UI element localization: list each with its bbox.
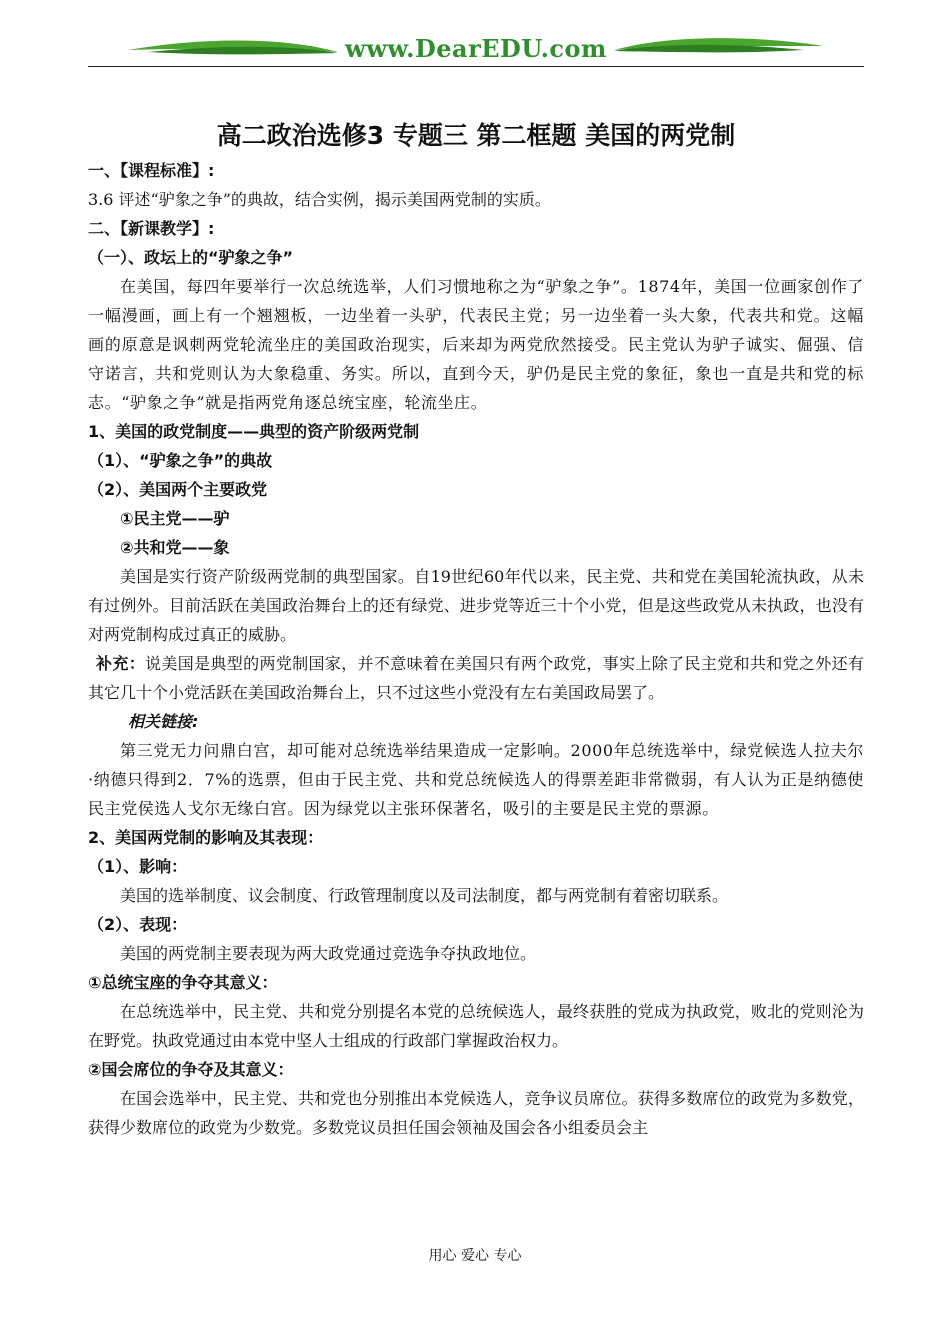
site-url: www.DearEDU.com: [345, 34, 607, 63]
header-banner: [88, 28, 864, 68]
section-heading: 二、【新课教学】:: [88, 219, 215, 238]
paragraph: 美国的两党制主要表现为两大政党通过竞选争夺执政地位。: [120, 944, 537, 963]
section-heading: 一、【课程标准】:: [88, 161, 215, 180]
paragraph: 在国会选举中，民主党、共和党也分别推出本党候选人，竞争议员席位。获得多数席位的政党为多数党，获得少数席位的政党为少数党。多数党议员担任国会领袖及国会各小组委员会主: [88, 1089, 864, 1137]
page-footer: 用心 爱心 专心: [428, 1248, 522, 1264]
subsection-heading: ②国会席位的争夺及其意义：: [88, 1060, 294, 1079]
subsection-heading: （1）、影响：: [88, 857, 188, 876]
supplement-text: 说美国是典型的两党制国家，并不意味着在美国只有两个政党，事实上除了民主党和共和党之外还有其它几十个小党活跃在美国政治舞台上，只不过这些小党没有左右美国政局罢了。: [88, 654, 864, 702]
paragraph: 美国的选举制度、议会制度、行政管理制度以及司法制度，都与两党制有着密切联系。: [120, 886, 729, 905]
supplement-paragraph: [88, 649, 864, 707]
paragraph: 3.6 评述“驴象之争”的典故，结合实例，揭示美国两党制的实质。: [88, 190, 551, 209]
paragraph: 在美国，每四年要举行一次总统选举，人们习惯地称之为“驴象之争”。1874年，美国一位画家创作了一幅漫画，画上有一个翘翘板，一边坐着一头驴，代表民主党；另一边坐着一头大象，代表共和党。这幅画的原意是讽刺两党轮流坐庄的美国政治现实，后来却为两党欣然接受。民主党认为驴子诚实、倔强、信守诺言，共和党则认为大象稳重、务实。所以，直到今天，驴仍是民主党的象征，象也一直是共和党的标志。“驴象之争”就是指两党角逐总统宝座，轮流坐庄。: [88, 277, 864, 412]
document-body: [88, 118, 864, 1142]
subsection-heading: （一）、政坛上的“驴象之争”: [88, 248, 294, 267]
paragraph: 在总统选举中，民主党、共和党分别提名本党的总统候选人，最终获胜的党成为执政党，败北的党则沦为在野党。执政党通过由本党中坚人士组成的行政部门掌握政治权力。: [88, 1002, 864, 1050]
subsection-heading: （2）、美国两个主要政党: [88, 480, 268, 499]
supplement-label: 补充：: [96, 654, 146, 673]
related-link-label: 相关链接:: [128, 712, 199, 731]
header-divider: [88, 66, 864, 67]
subsection-heading: 1、美国的政党制度——典型的资产阶级两党制: [88, 422, 420, 441]
page-title: 高二政治选修3 专题三 第二框题 美国的两党制: [216, 121, 736, 150]
paragraph: 美国是实行资产阶级两党制的典型国家。自19世纪60年代以来，民主党、共和党在美国轮流执政，从未有过例外。目前活跃在美国政治舞台上的还有绿党、进步党等近三十个小党，但是这些政党从未执政，也没有对两党制构成过真正的威胁。: [88, 567, 864, 644]
subsection-heading: （2）、表现：: [88, 915, 188, 934]
list-item: ②共和党——象: [120, 538, 230, 557]
subsection-heading: ①总统宝座的争夺其意义：: [88, 973, 278, 992]
paragraph: 第三党无力问鼎白宫，却可能对总统选举结果造成一定影响。2000年总统选举中，绿党候选人拉夫尔·纳德只得到2．7%的选票，但由于民主党、共和党总统候选人的得票差距非常微弱，有人认为正是纳德使民主党侯选人戈尔无缘白宫。因为绿党以主张环保著名，吸引的主要是民主党的票源。: [88, 741, 864, 818]
list-item: ①民主党——驴: [120, 509, 230, 528]
subsection-heading: （1）、“驴象之争”的典故: [88, 451, 273, 470]
subsection-heading: 2、美国两党制的影响及其表现：: [88, 828, 324, 847]
